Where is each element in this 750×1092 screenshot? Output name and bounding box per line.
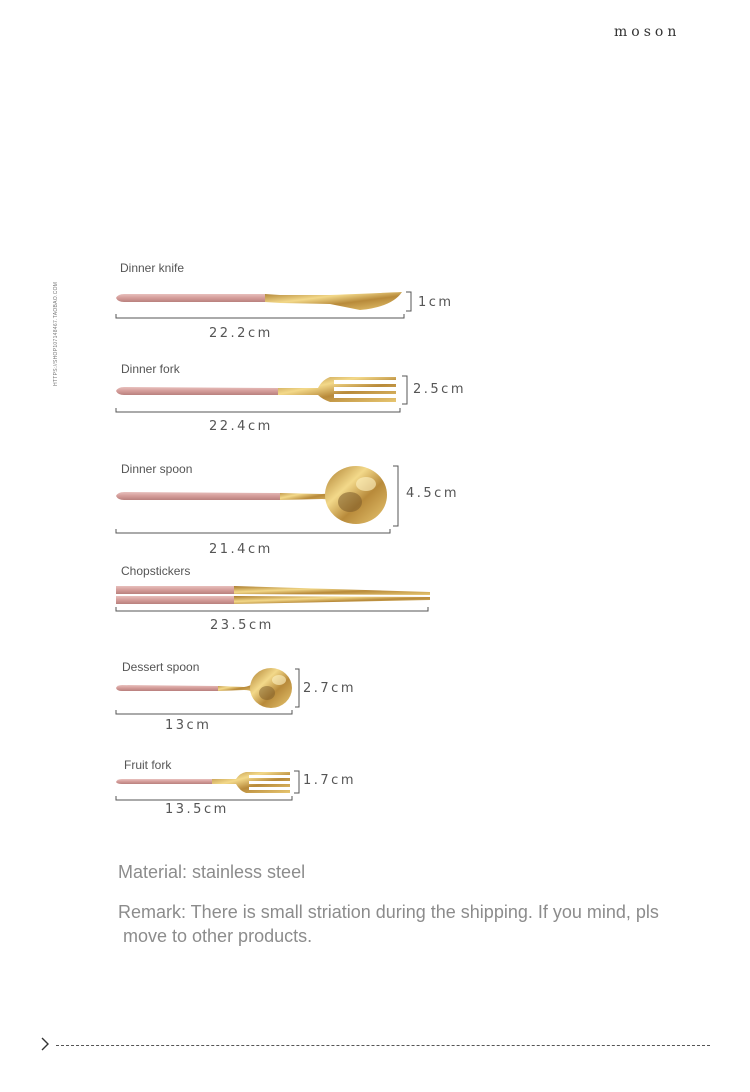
remark-text-continued: move to other products. [123, 926, 313, 946]
dinner-spoon-label: Dinner spoon [121, 462, 193, 476]
chopsticks-image [116, 586, 430, 604]
remark-text: Remark: There is small striation during the shipping. If you mind, pls [118, 902, 659, 922]
brand-logo: moson [614, 24, 681, 40]
dessert-spoon-height: 2.7cm [303, 681, 356, 696]
dinner-knife-label: Dinner knife [120, 261, 185, 275]
dessert-spoon-length: 13cm [165, 718, 212, 733]
dinner-knife-height: 1cm [418, 295, 454, 310]
chopsticks-length: 23.5cm [210, 618, 274, 633]
dinner-fork-length: 22.4cm [209, 419, 273, 434]
fruit-fork-label: Fruit fork [124, 758, 172, 772]
dinner-fork-label: Dinner fork [121, 362, 180, 376]
fruit-fork-height: 1.7cm [303, 773, 356, 788]
chopsticks-dimension [116, 607, 428, 611]
chevron-right-icon [40, 1037, 50, 1051]
dinner-fork-image [116, 377, 396, 402]
dessert-spoon-image [116, 668, 292, 708]
dinner-spoon-height: 4.5cm [406, 486, 459, 501]
fruit-fork-image [116, 772, 290, 793]
material-text: Material: stainless steel [118, 862, 306, 882]
dessert-spoon-label: Dessert spoon [122, 660, 200, 674]
fruit-fork-length: 13.5cm [165, 802, 229, 817]
dinner-knife-length: 22.2cm [209, 326, 273, 341]
dinner-fork-height: 2.5cm [413, 382, 466, 397]
footer-divider [56, 1045, 710, 1046]
shop-url: HTTPS://SHOP107148467.TAOBAO.COM [53, 281, 59, 386]
chopsticks-label: Chopstickers [121, 564, 191, 578]
dinner-knife-image [116, 292, 402, 310]
dinner-spoon-length: 21.4cm [209, 542, 273, 557]
